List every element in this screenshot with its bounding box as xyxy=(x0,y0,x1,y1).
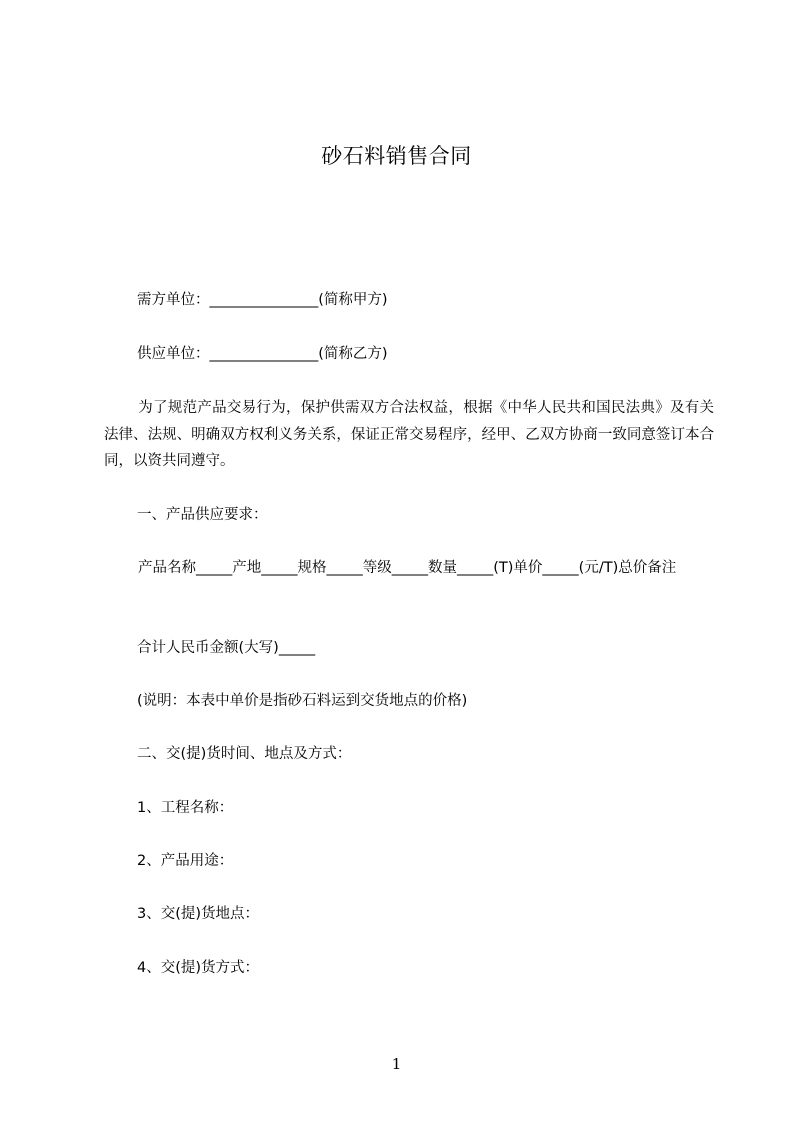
item-project-name: 1、工程名称： xyxy=(137,800,234,816)
preamble-paragraph xyxy=(104,395,714,475)
contract-title: 砂石料销售合同 xyxy=(321,144,472,168)
item-product-use: 2、产品用途： xyxy=(137,853,234,869)
product-row-paragraph xyxy=(104,555,714,582)
buyer-unit-line: 需方单位：_______________(简称甲方) xyxy=(137,292,388,308)
product-row-text: 产品名称_____产地_____规格_____等级_____数量_____(T)单价_____(元/T)总价备注 xyxy=(138,560,677,576)
total-amount-line: 合计人民币金额(大写)_____ xyxy=(137,640,316,656)
section-1-heading: 一、产品供应要求： xyxy=(137,507,268,523)
page-number: 1 xyxy=(391,1055,402,1073)
seller-unit-line: 供应单位：_______________(简称乙方) xyxy=(137,346,388,362)
preamble-text: 为了规范产品交易行为，保护供需双方合法权益，根据《中华人民共和国民法典》及有关法律、法规、明确双方权利义务关系，保证正常交易程序，经甲、乙双方协商一致同意签订本合同，以资共同遵守。 xyxy=(104,400,714,469)
item-delivery-method: 4、交(提)货方式： xyxy=(137,960,260,976)
section-2-heading: 二、交(提)货时间、地点及方式： xyxy=(137,746,352,762)
price-note-line: (说明：本表中单价是指砂石料运到交货地点的价格) xyxy=(137,693,468,709)
item-delivery-location: 3、交(提)货地点： xyxy=(137,906,260,922)
